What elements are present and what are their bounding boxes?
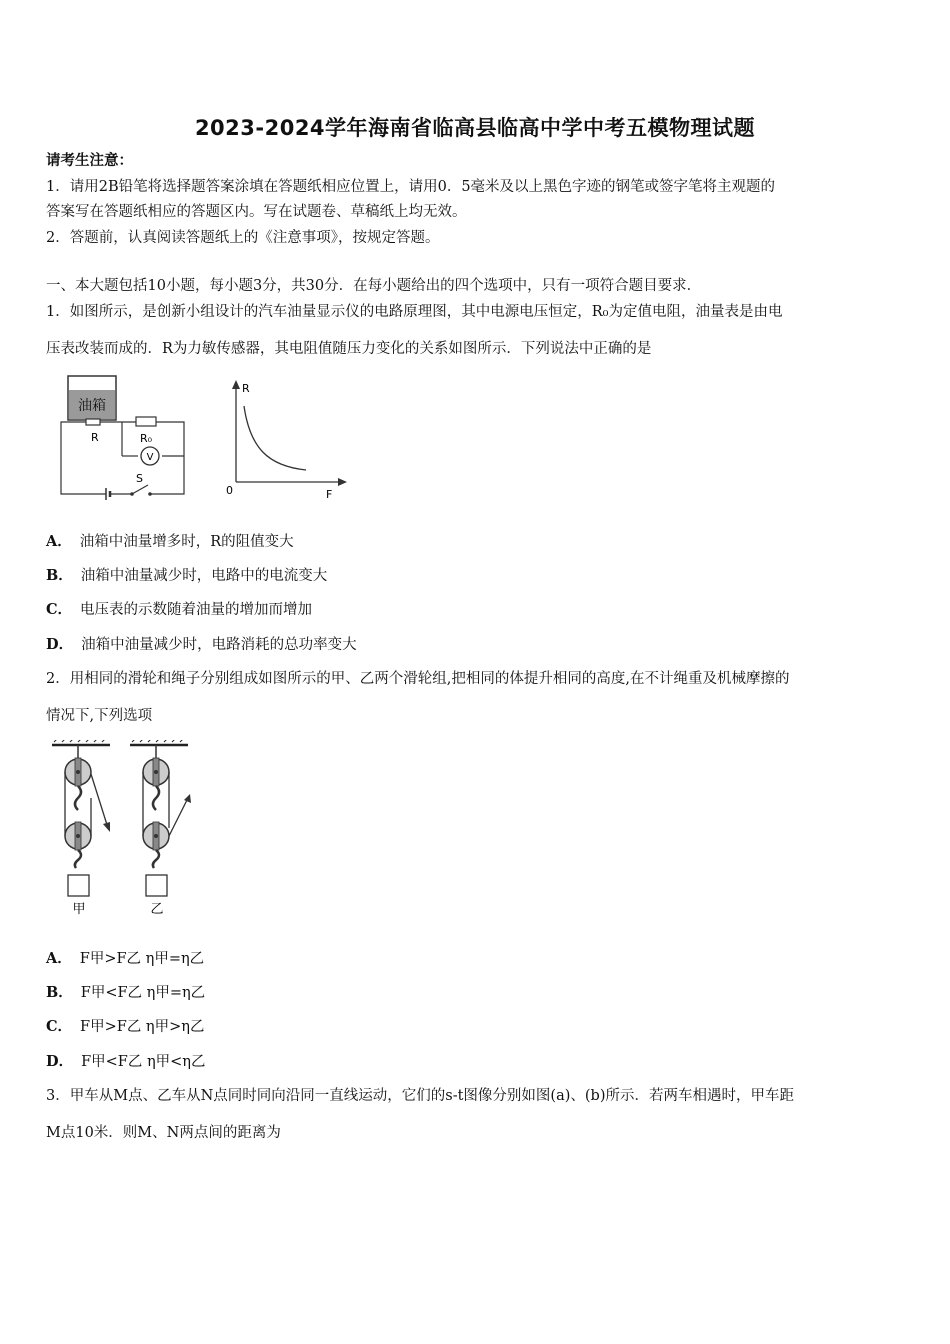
sensor-r bbox=[86, 419, 100, 425]
notice-item-2: 2．答题前，认真阅读答题纸上的《注意事项》，按规定答题。 bbox=[46, 230, 440, 246]
resistor-r0 bbox=[136, 417, 156, 426]
label-jia: 甲 bbox=[72, 902, 86, 917]
question-2-option-b[interactable]: B． F甲<F乙 η甲=η乙 bbox=[46, 984, 206, 1001]
question-1-line-2: 压表改装而成的．R为力敏传感器，其电阻值随压力变化的关系如图所示．下列说法中正确的是 bbox=[46, 341, 652, 357]
question-1-option-a[interactable]: A． 油箱中油量增多时，R的阻值变大 bbox=[46, 533, 294, 550]
question-1-option-c[interactable]: C． 电压表的示数随着油量的增加而增加 bbox=[46, 601, 313, 618]
f-axis-label: F bbox=[326, 488, 333, 501]
r-f-curve bbox=[244, 406, 306, 470]
question-2-option-d[interactable]: D． F甲<F乙 η甲<η乙 bbox=[46, 1053, 206, 1070]
resistance-force-graph bbox=[222, 378, 352, 503]
resistor-r0-label: R₀ bbox=[140, 432, 153, 445]
pulley-systems-diagram bbox=[48, 740, 208, 920]
notice-heading: 请考生注意： bbox=[46, 152, 133, 169]
page-title: 2023-2024学年海南省临高县临高中学中考五模物理试题 bbox=[194, 116, 756, 140]
load-yi bbox=[146, 875, 167, 896]
notice-item-1-line-1: 1．请用2B铅笔将选择题答案涂填在答题纸相应位置上，请用0．5毫米及以上黑色字迹的钢笔或签字笔将主观题的 bbox=[46, 179, 776, 195]
origin-label: 0 bbox=[226, 484, 233, 497]
question-2-line-2: 情况下,下列选项 bbox=[46, 708, 153, 724]
question-2-option-a[interactable]: A． F甲>F乙 η甲=η乙 bbox=[46, 950, 205, 967]
question-1-option-d[interactable]: D． 油箱中油量减少时，电路消耗的总功率变大 bbox=[46, 636, 357, 653]
oil-tank-label: 油箱 bbox=[78, 398, 106, 414]
pulley-system-yi bbox=[130, 740, 191, 917]
switch-s bbox=[132, 485, 148, 494]
question-2-option-c[interactable]: C． F甲>F乙 η甲>η乙 bbox=[46, 1018, 205, 1035]
load-jia bbox=[68, 875, 89, 896]
sensor-r-label: R bbox=[91, 431, 99, 444]
question-3-line-1: 3．甲车从M点、乙车从N点同时同向沿同一直线运动，它们的s-t图像分别如图(a)、(b)所示．若两车相遇时，甲车距 bbox=[46, 1088, 794, 1104]
oil-gauge-circuit-diagram bbox=[56, 372, 196, 502]
notice-item-1-line-2: 答案写在答题纸相应的答题区内。写在试题卷、草稿纸上均无效。 bbox=[46, 204, 467, 220]
label-yi: 乙 bbox=[150, 902, 164, 917]
question-2-line-1: 2．用相同的滑轮和绳子分别组成如图所示的甲、乙两个滑轮组,把相同的体提升相同的高度,在不计绳重及机械摩擦的 bbox=[46, 671, 790, 687]
question-3-line-2: M点10米．则M、N两点间的距离为 bbox=[46, 1125, 281, 1141]
question-1-option-b[interactable]: B． 油箱中油量减少时，电路中的电流变大 bbox=[46, 567, 328, 584]
r-axis-label: R bbox=[242, 382, 250, 395]
question-1-line-1: 1．如图所示，是创新小组设计的汽车油量显示仪的电路原理图，其中电源电压恒定，R₀为定值电阻，油量表是由电 bbox=[46, 304, 783, 320]
f-axis-arrow bbox=[338, 478, 347, 486]
switch-s-label: S bbox=[136, 472, 143, 485]
section-1-instructions: 一、本大题包括10小题，每小题3分，共30分．在每小题给出的四个选项中，只有一项符合题目要求． bbox=[46, 278, 702, 294]
r-axis-arrow bbox=[232, 380, 240, 389]
voltmeter-label: V bbox=[146, 452, 154, 463]
pulley-system-jia bbox=[52, 740, 110, 917]
